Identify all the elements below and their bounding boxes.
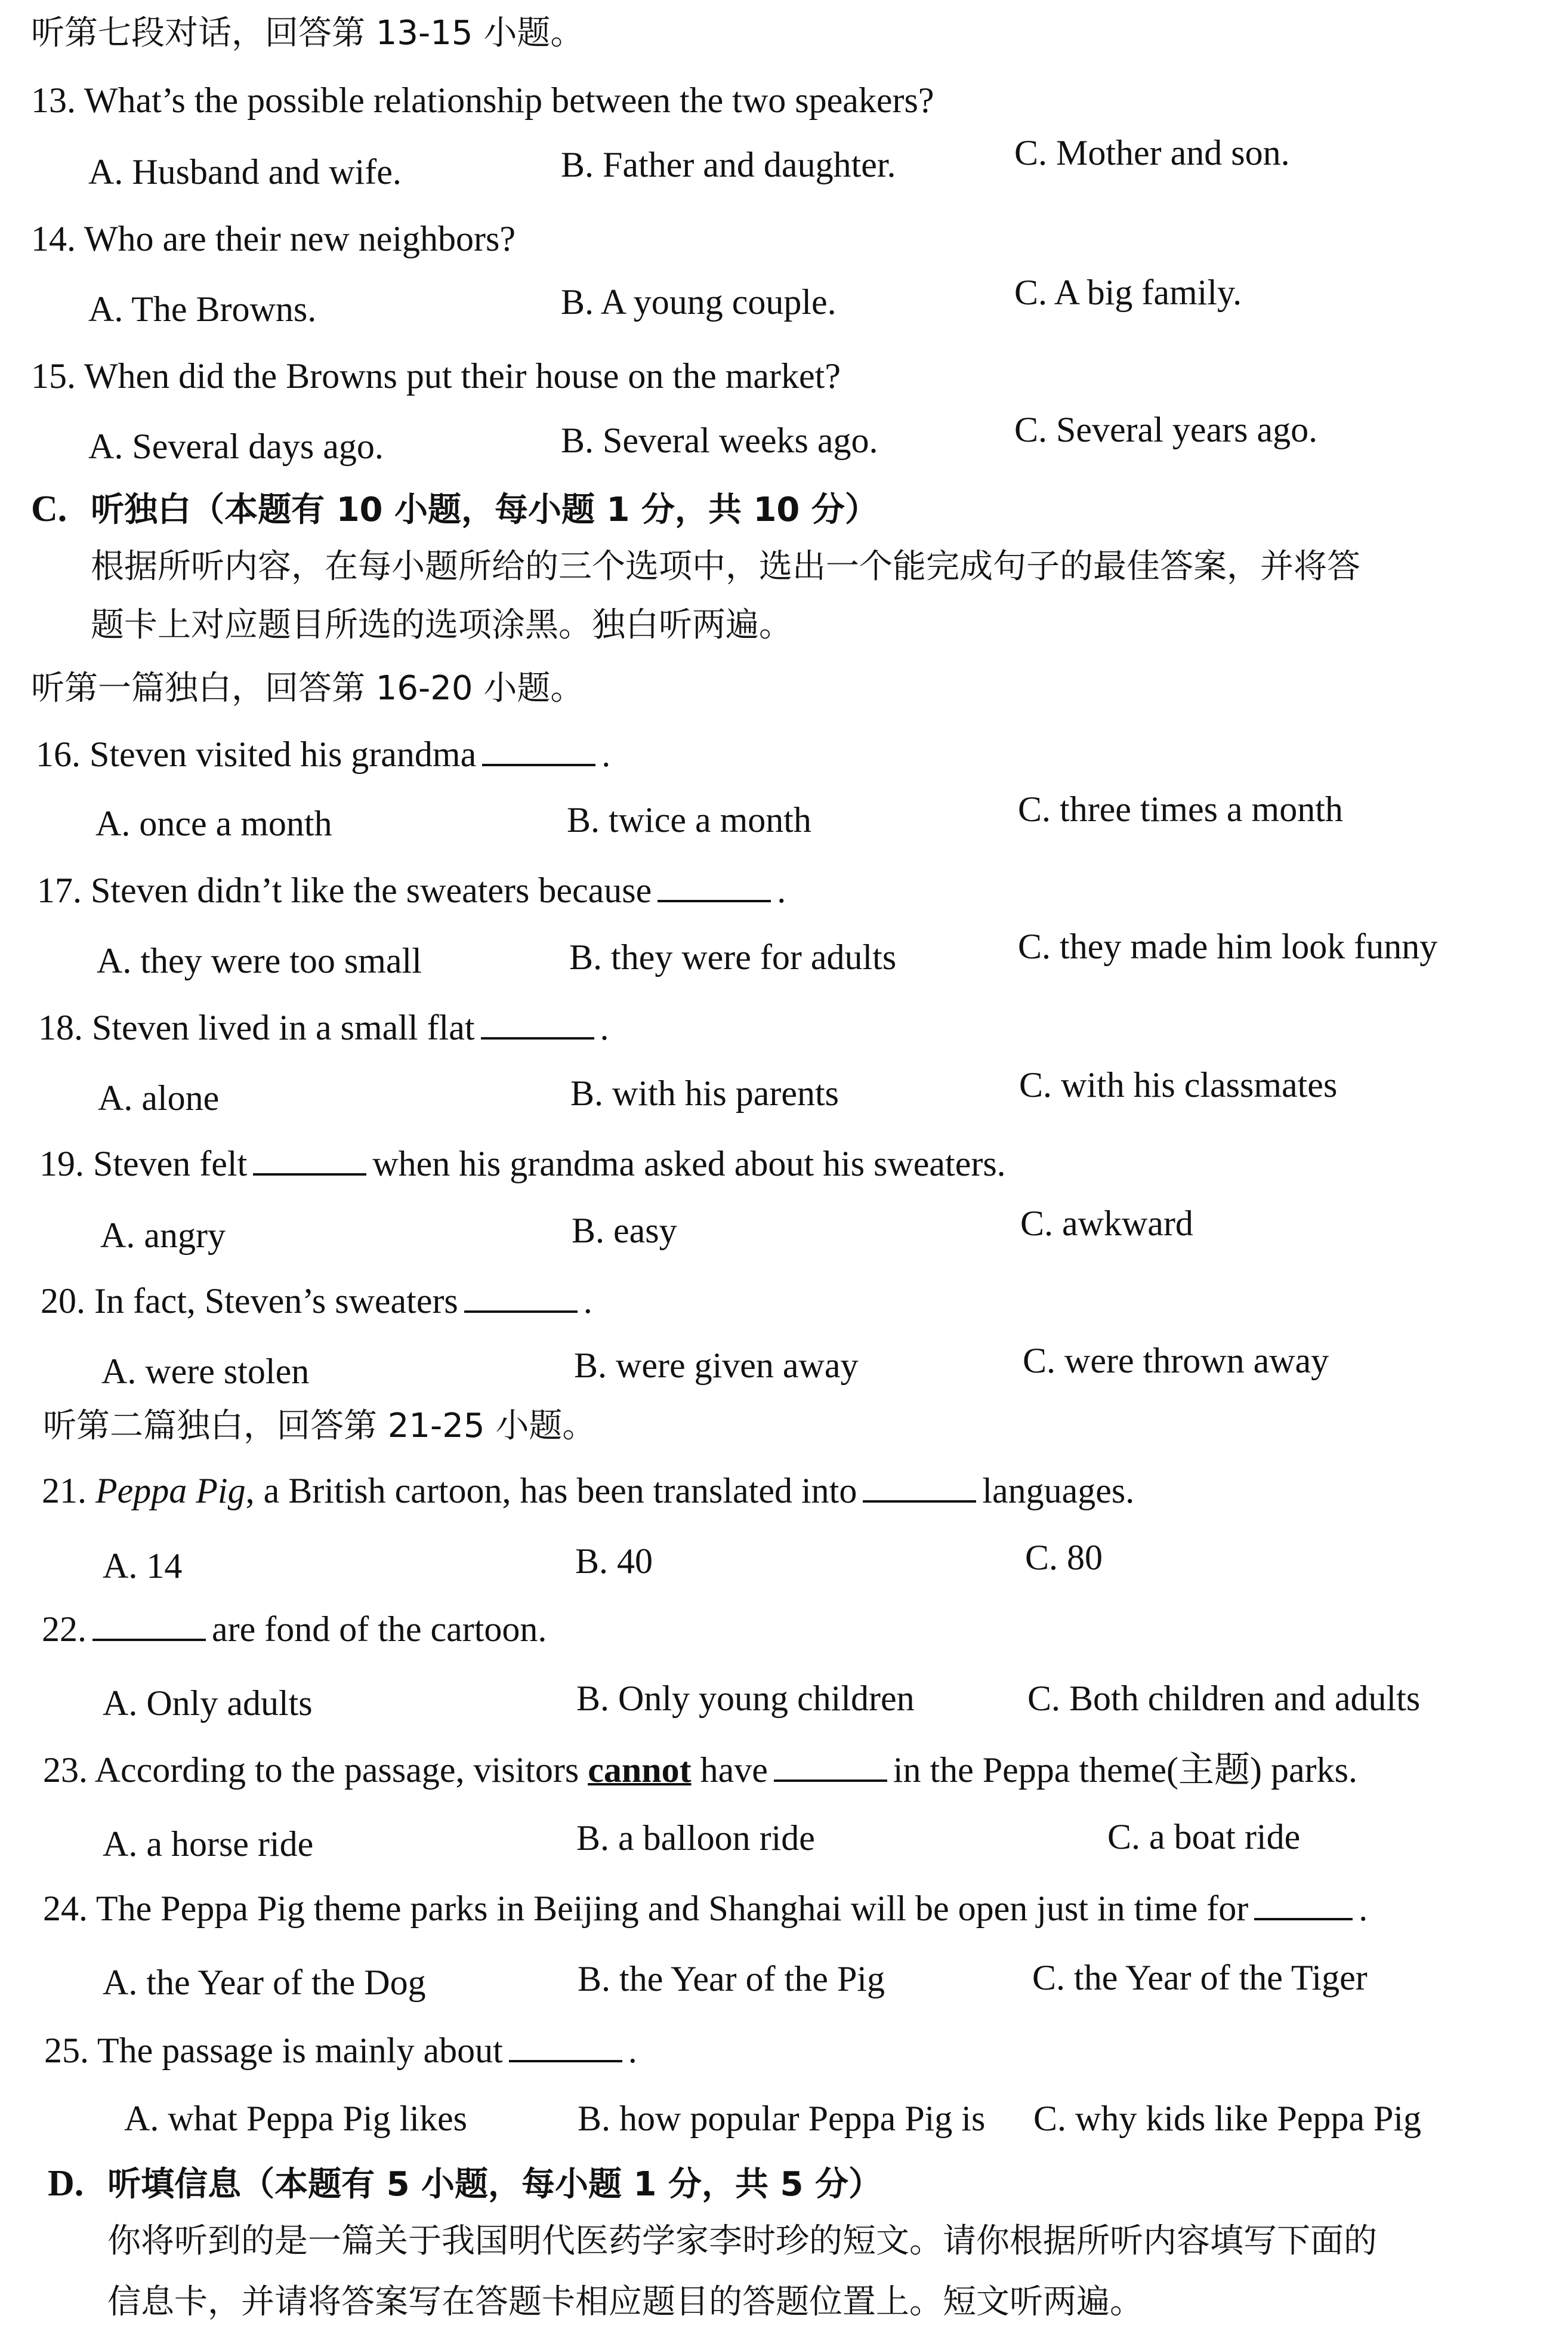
answer-blank xyxy=(658,895,771,902)
q14-option-c[interactable]: C. A big family. xyxy=(1014,273,1242,312)
q25-end: . xyxy=(628,2031,637,2070)
q17-end: . xyxy=(777,871,786,910)
question-17 xyxy=(37,872,786,908)
question-16 xyxy=(36,736,610,772)
q24-number: 24. xyxy=(43,1889,88,1928)
answer-blank xyxy=(464,1306,578,1313)
question-23 xyxy=(43,1752,1357,1788)
q18-stem: Steven lived in a small flat xyxy=(92,1008,475,1047)
q20-stem: In fact, Steven’s sweaters xyxy=(94,1281,458,1321)
q20-option-b[interactable]: B. were given away xyxy=(574,1346,859,1385)
q25-stem: The passage is mainly about xyxy=(97,2031,503,2070)
question-20 xyxy=(41,1283,592,1319)
q19-number: 19. xyxy=(39,1144,84,1183)
q19-end: when his grandma asked about his sweaters. xyxy=(372,1144,1006,1183)
q19-option-a[interactable]: A. angry xyxy=(100,1216,226,1255)
section-d-instruction-1: 你将听到的是一篇关于我国明代医药学家李时珍的短文。请你根据所听内容填写下面的 xyxy=(107,2222,1377,2260)
monologue-1-intro: 听第一篇独白，回答第 16-20 小题。 xyxy=(31,669,584,708)
answer-blank xyxy=(509,2055,622,2062)
q24-option-b[interactable]: B. the Year of the Pig xyxy=(578,1959,885,1999)
q25-option-c[interactable]: C. why kids like Peppa Pig xyxy=(1033,2099,1422,2138)
q23-number: 23. xyxy=(43,1750,88,1790)
answer-blank xyxy=(482,759,595,766)
q14-stem: Who are their new neighbors? xyxy=(84,219,516,258)
q19-option-c[interactable]: C. awkward xyxy=(1020,1204,1193,1243)
q24-stem: The Peppa Pig theme parks in Beijing and Shanghai will be open just in time for xyxy=(95,1889,1249,1928)
q23-mid: have xyxy=(700,1750,768,1790)
section-d-title: 听填信息（本题有 5 小题，每小题 1 分，共 5 分） xyxy=(107,2165,882,2204)
question-21 xyxy=(42,1473,1134,1509)
answer-blank xyxy=(253,1168,366,1176)
q22-option-c[interactable]: C. Both children and adults xyxy=(1027,1679,1421,1718)
q16-option-c[interactable]: C. three times a month xyxy=(1018,789,1343,829)
q15-option-c[interactable]: C. Several years ago. xyxy=(1014,410,1318,449)
q15-option-b[interactable]: B. Several weeks ago. xyxy=(561,421,878,460)
q23-option-a[interactable]: A. a horse ride xyxy=(103,1824,314,1864)
q24-option-a[interactable]: A. the Year of the Dog xyxy=(103,1963,426,2002)
q16-option-a[interactable]: A. once a month xyxy=(95,804,332,843)
question-15 xyxy=(31,358,841,394)
q16-option-b[interactable]: B. twice a month xyxy=(567,800,811,840)
section-c-header xyxy=(31,491,878,528)
question-22 xyxy=(42,1611,547,1647)
q20-option-a[interactable]: A. were stolen xyxy=(101,1352,310,1391)
q13-number: 13. xyxy=(31,81,76,120)
q20-end: . xyxy=(583,1281,592,1321)
q22-option-a[interactable]: A. Only adults xyxy=(103,1683,313,1723)
q21-number: 21. xyxy=(42,1471,87,1510)
q23-option-b[interactable]: B. a balloon ride xyxy=(576,1818,815,1858)
q17-option-c[interactable]: C. they made him look funny xyxy=(1018,927,1438,966)
q22-option-b[interactable]: B. Only young children xyxy=(576,1679,915,1718)
q21-option-b[interactable]: B. 40 xyxy=(575,1541,653,1581)
q17-option-b[interactable]: B. they were for adults xyxy=(569,937,897,977)
section-c-instruction-1: 根据所听内容，在每小题所给的三个选项中，选出一个能完成句子的最佳答案，并将答 xyxy=(91,547,1360,586)
q21-stem: , a British cartoon, has been translated into xyxy=(245,1471,857,1510)
section-c-instruction-2: 题卡上对应题目所选的选项涂黑。独白听两遍。 xyxy=(91,606,792,644)
q18-number: 18. xyxy=(38,1008,83,1047)
q24-end: . xyxy=(1359,1889,1368,1928)
q23-option-c[interactable]: C. a boat ride xyxy=(1107,1817,1301,1856)
question-18 xyxy=(38,1010,609,1045)
question-13 xyxy=(31,82,934,118)
q21-end: languages. xyxy=(982,1471,1135,1510)
q15-stem: When did the Browns put their house on the market? xyxy=(84,356,841,396)
answer-blank xyxy=(481,1032,594,1040)
q19-option-b[interactable]: B. easy xyxy=(572,1211,677,1250)
q15-option-a[interactable]: A. Several days ago. xyxy=(88,427,384,466)
q19-stem: Steven felt xyxy=(93,1144,248,1183)
q17-option-a[interactable]: A. they were too small xyxy=(97,941,422,980)
q17-number: 17. xyxy=(37,871,82,910)
q18-option-a[interactable]: A. alone xyxy=(98,1078,220,1118)
q22-number: 22. xyxy=(42,1609,87,1649)
q22-end: are fond of the cartoon. xyxy=(212,1609,547,1649)
q24-option-c[interactable]: C. the Year of the Tiger xyxy=(1032,1958,1368,1997)
q16-number: 16. xyxy=(36,735,81,774)
question-24 xyxy=(43,1890,1368,1926)
section-d-header xyxy=(48,2165,882,2202)
question-14 xyxy=(31,221,516,257)
q25-option-a[interactable]: A. what Peppa Pig likes xyxy=(124,2099,467,2138)
q21-title: Peppa Pig xyxy=(95,1471,246,1510)
q13-option-c[interactable]: C. Mother and son. xyxy=(1014,133,1290,172)
q23-end: in the Peppa theme(主题) parks. xyxy=(893,1750,1357,1790)
q16-end: . xyxy=(601,735,611,774)
answer-blank xyxy=(92,1634,206,1641)
q16-stem: Steven visited his grandma xyxy=(89,735,477,774)
q21-option-c[interactable]: C. 80 xyxy=(1025,1538,1103,1577)
q13-option-b[interactable]: B. Father and daughter. xyxy=(561,145,896,184)
question-25 xyxy=(44,2033,637,2068)
answer-blank xyxy=(863,1495,976,1503)
section-c-letter: C. xyxy=(31,489,67,529)
q23-emphasis: cannot xyxy=(588,1750,692,1790)
q25-number: 25. xyxy=(44,2031,89,2070)
q15-number: 15. xyxy=(31,356,76,396)
q18-option-b[interactable]: B. with his parents xyxy=(570,1074,839,1113)
q20-number: 20. xyxy=(41,1281,85,1321)
section-d-instruction-2: 信息卡，并请将答案写在答题卡相应题目的答题位置上。短文听两遍。 xyxy=(107,2283,1143,2321)
question-19 xyxy=(39,1146,1006,1182)
q14-option-b[interactable]: B. A young couple. xyxy=(561,282,837,322)
q18-option-c[interactable]: C. with his classmates xyxy=(1019,1065,1338,1105)
q23-stem: According to the passage, visitors xyxy=(94,1750,579,1790)
q25-option-b[interactable]: B. how popular Peppa Pig is xyxy=(578,2099,986,2138)
section-c-title: 听独白（本题有 10 小题，每小题 1 分，共 10 分） xyxy=(91,491,878,529)
q18-end: . xyxy=(600,1008,609,1047)
q13-option-a[interactable]: A. Husband and wife. xyxy=(88,152,402,192)
q20-option-c[interactable]: C. were thrown away xyxy=(1023,1341,1329,1380)
q17-stem: Steven didn’t like the sweaters because xyxy=(91,871,652,910)
q14-number: 14. xyxy=(31,219,76,258)
answer-blank xyxy=(774,1775,887,1782)
dialogue-7-intro: 听第七段对话，回答第 13-15 小题。 xyxy=(31,14,584,53)
section-d-letter: D. xyxy=(48,2163,84,2204)
q14-option-a[interactable]: A. The Browns. xyxy=(88,289,317,329)
monologue-2-intro: 听第二篇独白，回答第 21-25 小题。 xyxy=(43,1407,596,1445)
q21-option-a[interactable]: A. 14 xyxy=(103,1546,183,1586)
answer-blank xyxy=(1254,1913,1353,1920)
q13-stem: What’s the possible relationship between the two speakers? xyxy=(84,81,934,120)
